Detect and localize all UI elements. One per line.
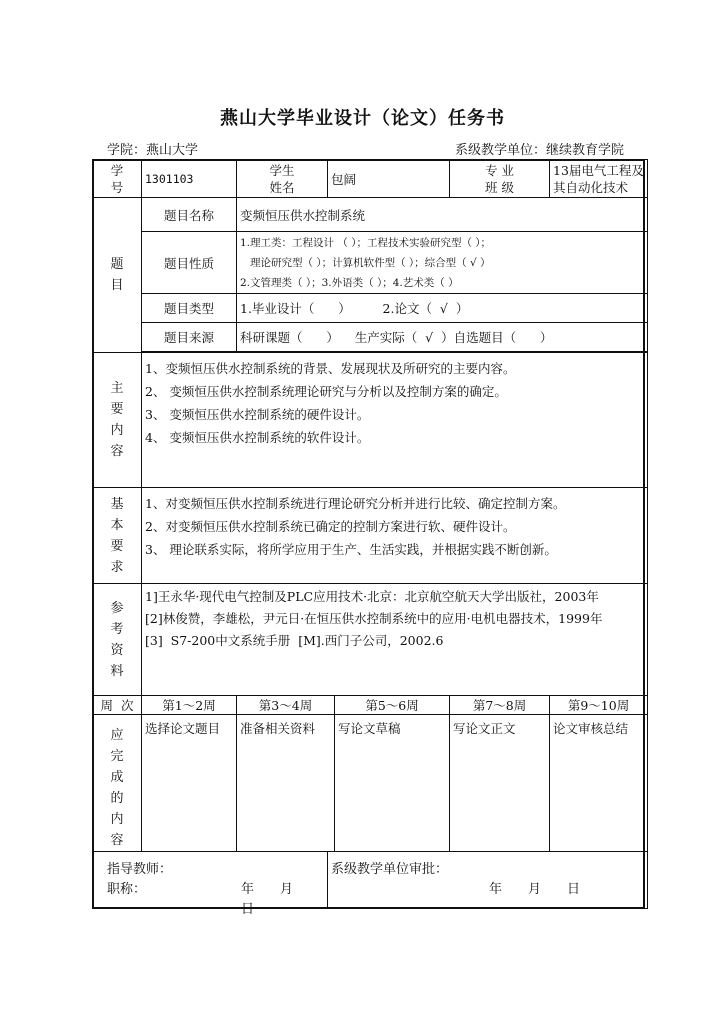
student-id-label: 学 号 [93, 160, 142, 198]
week-cell: 第1～2周 [142, 696, 237, 715]
topic-type-row [93, 294, 648, 323]
references-list [142, 584, 648, 696]
advisor-title-label: 职称： [107, 882, 147, 897]
list-item: 3、 理论联系实际，将所学应用于生产、生活实践，并根据实践不断创新。 [145, 542, 557, 557]
topic-nature-options: 1.理工类：工程设计 （ ）；工程技术实验研究型（ ）； 理论研究型（ ）；计算机软件型（ ）；综合型（ √ ） 2.文管理类（ ）；3.外语类（ ）；4.艺术类（ ） [237, 232, 648, 294]
advisor-date: 年 月日 [241, 882, 294, 917]
week-label: 周 次 [93, 696, 142, 715]
unit-approval-date: 年 月 日 [489, 882, 581, 897]
topic-type-label: 题目类型 [142, 294, 237, 323]
document-title: 燕山大学毕业设计（论文）任务书 [220, 108, 505, 129]
week-cell: 第7～8周 [450, 696, 550, 715]
task-cell: 论文审核总结 [550, 715, 648, 852]
task-cell: 写论文草稿 [335, 715, 450, 852]
list-item: [2]林俊赞，李雄松，尹元日·在恒压供水控制系统中的应用·电机电器技术，1999年 [145, 611, 603, 626]
unit-approval-label: 系级教学单位审批： [331, 862, 449, 877]
list-item: 2、对变频恒压供水控制系统已确定的控制方案进行软、硬件设计。 [145, 519, 516, 534]
topic-type-value: 1.毕业设计（ ） 2.论文（ √ ） [237, 294, 648, 323]
major-class-label: 专 业 班 级 [450, 160, 550, 198]
list-item: 1、变频恒压供水控制系统的背景、发展现状及所研究的主要内容。 [145, 361, 516, 376]
signature-row [93, 852, 648, 909]
major-class-value: 13届电气工程及 其自动化技术 [550, 160, 648, 198]
list-item: 3、 变频恒压供水控制系统的硬件设计。 [145, 407, 370, 422]
topic-name-label: 题目名称 [142, 198, 237, 232]
topic-section-label: 题 目 [93, 198, 142, 353]
main-content-row [93, 353, 648, 488]
topic-source-value: 科研课题（ ） 生产实际（ √ ）自选题目（ ） [237, 323, 648, 352]
topic-name-value: 变频恒压供水控制系统 [237, 198, 648, 232]
student-id-value: 1301103 [142, 160, 237, 198]
student-name-label: 学生 姓名 [237, 160, 328, 198]
topic-nature-label: 题目性质 [142, 232, 237, 294]
list-item: 4、 变频恒压供水控制系统的软件设计。 [145, 430, 370, 445]
topic-source-label: 题目来源 [142, 323, 237, 352]
requirements-row [93, 488, 648, 584]
list-item: 1]王永华·现代电气控制及PLC应用技术·北京：北京航空航天大学出版社，2003年 [145, 589, 599, 604]
tasks-row [93, 715, 648, 852]
requirements-label: 基 本 要 求 [93, 488, 142, 584]
references-row [93, 584, 648, 696]
week-cell: 第3～4周 [237, 696, 335, 715]
list-item: [3] S7-200中文系统手册 [M].西门子公司，2002.6 [145, 633, 444, 648]
college-label: 学院：燕山大学 [107, 143, 199, 158]
main-content-label: 主 要 内 容 [93, 353, 142, 488]
main-content-list [142, 353, 648, 488]
references-label: 参 考 资 料 [93, 584, 142, 696]
student-name-value: 包阔 [328, 160, 450, 198]
tasks-label: 应 完 成 的 内 容 [93, 715, 142, 852]
week-cell: 第9～10周 [550, 696, 648, 715]
topic-nature-row [93, 232, 648, 294]
topic-name-row [93, 198, 648, 232]
week-cell: 第5～6周 [335, 696, 450, 715]
topic-source-row [93, 323, 648, 352]
task-cell: 选择论文题目 [142, 715, 237, 852]
week-header-row [93, 696, 648, 715]
list-item: 1、对变频恒压供水控制系统进行理论研究分析并进行比较、确定控制方案。 [145, 496, 566, 511]
task-cell: 准备相关资料 [237, 715, 335, 852]
teaching-unit-label: 系级教学单位：继续教育学院 [455, 143, 625, 158]
list-item: 2、 变频恒压供水控制系统理论研究与分析以及控制方案的确定。 [145, 384, 507, 399]
task-form-table [92, 159, 648, 917]
advisor-signature-cell [93, 852, 328, 917]
unit-approval-cell [328, 852, 648, 909]
advisor-label: 指导教师： [107, 862, 173, 877]
task-cell: 写论文正文 [450, 715, 550, 852]
requirements-list [142, 488, 648, 584]
student-info-row [93, 160, 648, 198]
